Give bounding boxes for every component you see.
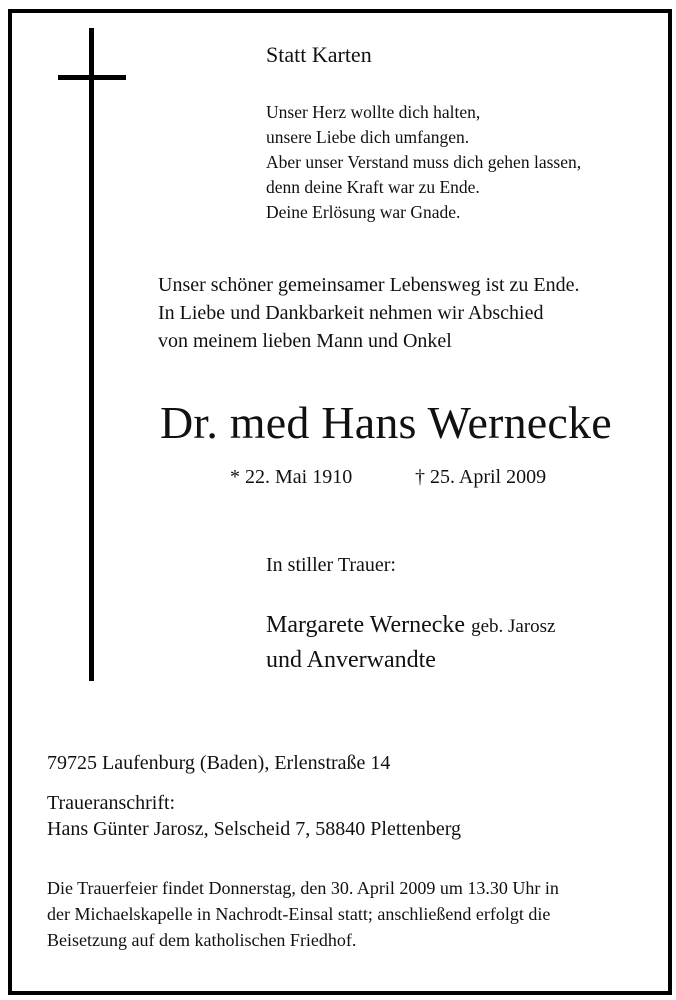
intro-line: In Liebe und Dankbarkeit nehmen wir Abschied	[158, 302, 544, 324]
funeral-info	[47, 875, 559, 953]
cross-icon	[89, 28, 94, 681]
residence-address: 79725 Laufenburg (Baden), Erlenstraße 14	[47, 752, 391, 774]
cross-icon-bar	[58, 75, 126, 80]
death-date: † 25. April 2009	[415, 466, 547, 488]
deceased-name: Dr. med Hans Wernecke	[160, 397, 612, 448]
statt-karten: Statt Karten	[266, 42, 372, 67]
birth-date: * 22. Mai 1910	[230, 466, 353, 488]
poem-line: Unser Herz wollte dich halten,	[266, 102, 481, 122]
mourner-maiden-name: geb. Jarosz	[471, 616, 556, 637]
mourner-name	[266, 612, 556, 639]
mourner-full-name: Margarete Wernecke	[266, 612, 466, 638]
poem-line: Aber unser Verstand muss dich gehen lassen,	[266, 152, 582, 172]
mourning-address-label: Traueranschrift:	[47, 792, 176, 814]
funeral-line: Beisetzung auf dem katholischen Friedhof.	[47, 930, 357, 950]
poem-line: denn deine Kraft war zu Ende.	[266, 177, 480, 197]
intro-text	[158, 271, 580, 355]
poem-line: Deine Erlösung war Gnade.	[266, 202, 461, 222]
funeral-line: Die Trauerfeier findet Donnerstag, den 30. April 2009 um 13.30 Uhr in	[47, 878, 559, 898]
mourning-label: In stiller Trauer:	[266, 554, 396, 576]
funeral-line: der Michaelskapelle in Nachrodt-Einsal statt; anschließend erfolgt die	[47, 904, 551, 924]
mourner-relatives: und Anverwandte	[266, 647, 436, 673]
intro-line: Unser schöner gemeinsamer Lebensweg ist zu Ende.	[158, 274, 580, 296]
poem	[266, 100, 581, 225]
mourning-address: Hans Günter Jarosz, Selscheid 7, 58840 Plettenberg	[47, 818, 461, 840]
poem-line: unsere Liebe dich umfangen.	[266, 127, 470, 147]
intro-line: von meinem lieben Mann und Onkel	[158, 330, 452, 352]
